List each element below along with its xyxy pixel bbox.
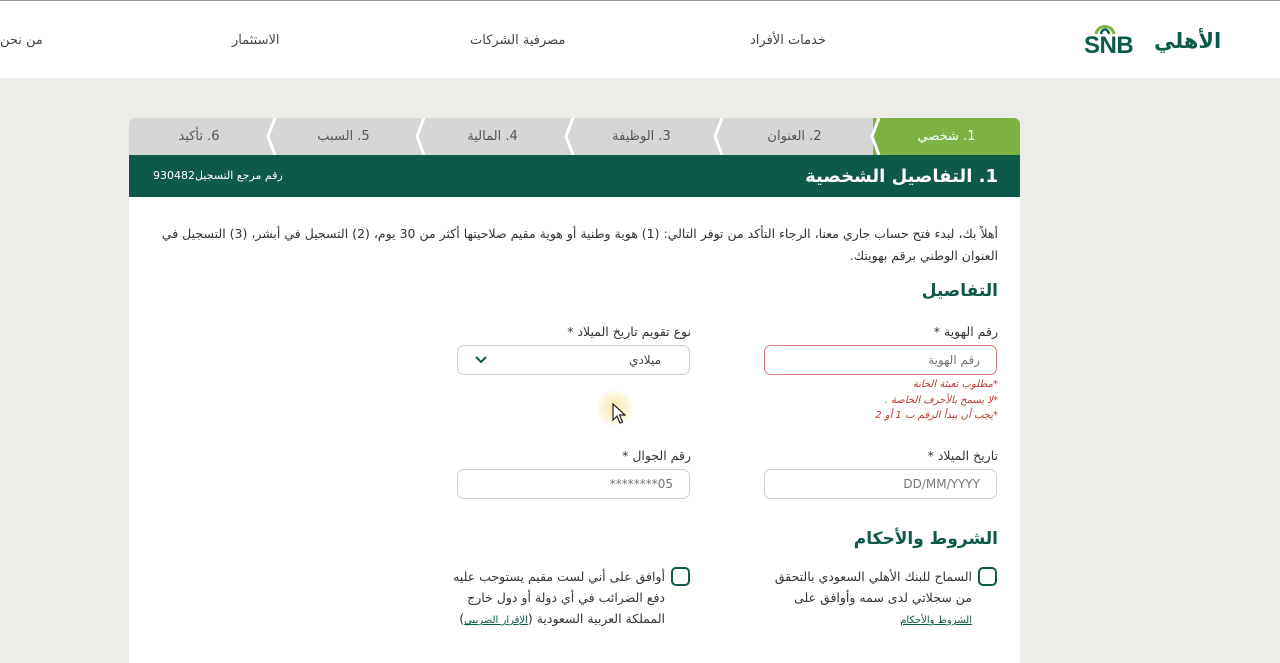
tax-declaration-text: أوافق على أني لست مقيم يستوجب عليه دفع الضرائب في أي دولة أو دول خارج المملكة العربية السعودية (الإقرار الضريبي) [453,569,665,626]
step-job[interactable] [567,118,716,155]
details-heading: التفاصيل [921,281,998,301]
error-message: *مطلوب تعبئة الخانة [912,379,998,390]
consent-text: السماح للبنك الأهلي السعودي بالتحقق من سجلاتي لدى سمه وأوافق على [774,569,972,605]
step-label: 3. الوظيفة [612,129,671,144]
tax-declaration-checkbox[interactable] [671,567,690,586]
sama-consent-checkbox[interactable] [978,567,997,586]
step-label: 1. شخصي [917,129,976,144]
mobile-number-input[interactable] [457,469,690,499]
registration-reference: رقم مرجع التسجيل930482 [153,169,283,182]
logo-latin-text: SNB [1084,32,1134,59]
step-personal[interactable] [873,118,1020,155]
step-label: 5. السبب [317,129,370,144]
terms-link[interactable]: الشروط والأحكام [900,615,972,626]
step-separator-icon [712,118,726,155]
step-reason[interactable] [269,118,418,155]
nav-about-us[interactable]: من نحن [0,33,43,48]
error-message: *لا يسمح بالأحرف الخاصة . [884,394,998,406]
calendar-type-select[interactable] [457,345,690,375]
terms-heading: الشروط والأحكام [853,529,998,549]
logo-arabic-text: الأهلي [1154,29,1222,53]
personal-details-form [129,197,1020,663]
step-separator-icon [414,118,428,155]
id-number-input[interactable] [764,345,997,375]
step-address[interactable] [716,118,873,155]
mobile-number-label: رقم الجوال * [622,448,691,463]
nav-personal-services[interactable]: خدمات الأفراد [750,33,826,48]
mouse-pointer-icon [612,403,626,425]
section-title: 1. التفاصيل الشخصية [805,166,998,187]
birth-date-label: تاريخ الميلاد * [927,448,998,463]
birth-date-input[interactable] [764,469,997,499]
step-confirm[interactable] [129,118,269,155]
id-number-errors [875,377,998,424]
step-separator-icon [265,118,279,155]
step-label: 6. تأكيد [178,129,220,144]
top-navigation-bar [0,0,1280,78]
id-number-label: رقم الهوية * [933,324,998,339]
sama-consent-text [772,566,972,631]
calendar-type-value: ميلادي [629,353,661,367]
snb-logo[interactable] [1082,21,1227,63]
calendar-type-label: نوع تقويم تاريخ الميلاد * [567,324,691,339]
nav-investment[interactable]: الاستثمار [232,33,280,48]
step-financial[interactable] [418,118,567,155]
step-label: 2. العنوان [767,129,822,144]
step-label: 4. المالية [467,129,518,144]
nav-corporate-banking[interactable]: مصرفية الشركات [470,33,566,48]
progress-steps [129,118,1020,155]
section-header [129,155,1020,197]
chevron-down-icon [474,355,488,365]
intro-text: أهلاً بك، لبدء فتح حساب جاري معنا، الرجاء التأكد من توفر التالي: (1) هوية وطنية أو هوية مقيم صلاحيتها أكثر من 30 يوم، (2) التسجيل في أبشر، (3) التسجيل في العنوان الوطني برقم بهويتك. [161,226,998,263]
step-separator-icon [869,118,883,155]
tax-declaration-link[interactable]: الإقرار الضريبي [464,615,528,626]
error-message: *يجب أن يبدأ الرقم ب 1 أو 2 [875,410,998,421]
step-separator-icon [563,118,577,155]
tax-text: أوافق على أني لست مقيم يستوجب عليه دفع الضرائب في أي دولة أو دول خارج المملكة العربية السعودية [453,569,665,626]
